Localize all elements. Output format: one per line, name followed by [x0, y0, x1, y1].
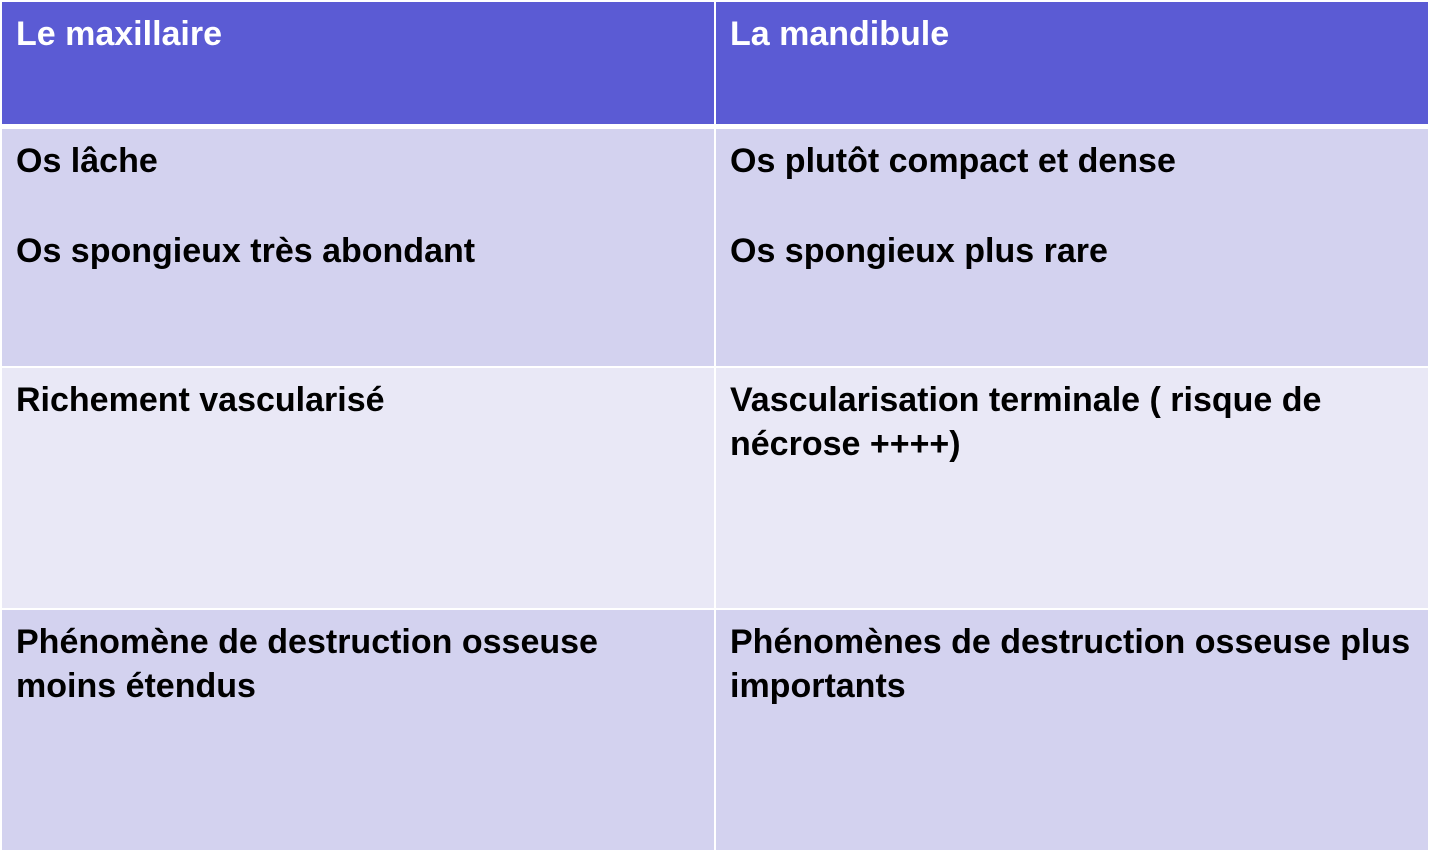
cell-text: Os plutôt compact et dense: [730, 141, 1176, 180]
cell-text: Vascularisation terminale ( risque de nécrose ++++): [730, 381, 1322, 464]
cell-maxillaire: [2, 609, 715, 850]
table-row: [2, 609, 1428, 850]
cell-text: Os spongieux très abondant: [16, 231, 476, 270]
cell-mandibule: [715, 367, 1428, 608]
header-mandibule: La mandibule: [715, 2, 1428, 126]
cell-text: Richement vascularisé: [16, 381, 385, 420]
header-maxillaire: Le maxillaire: [2, 2, 715, 126]
comparison-table: [2, 2, 1428, 850]
table-header-row: [2, 2, 1428, 126]
cell-text: Os lâche: [16, 141, 158, 180]
cell-mandibule: [715, 126, 1428, 367]
cell-text: Phénomène de destruction osseuse moins étendus: [16, 622, 598, 705]
cell-text: Os spongieux plus rare: [730, 231, 1108, 270]
cell-maxillaire: [2, 126, 715, 367]
cell-text: Phénomènes de destruction osseuse plus importants: [730, 622, 1411, 705]
comparison-table-container: [2, 2, 1428, 850]
cell-mandibule: [715, 609, 1428, 850]
table-row: [2, 367, 1428, 608]
table-row: [2, 126, 1428, 367]
cell-maxillaire: [2, 367, 715, 608]
